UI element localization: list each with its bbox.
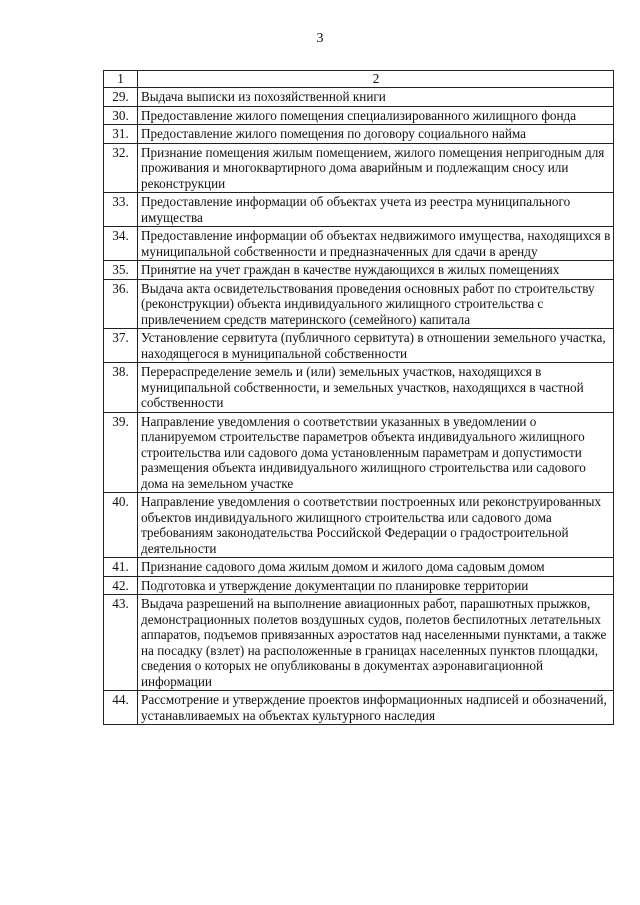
table-row: [104, 125, 614, 144]
table-row: [104, 493, 614, 558]
row-number: 29.: [104, 88, 138, 107]
service-name: Установление сервитута (публичного сервитута) в отношении земельного участка, находящегося в муниципальной собственности: [138, 329, 614, 363]
table-row: [104, 193, 614, 227]
service-name: Направление уведомления о соответствии построенных или реконструированных объектов индивидуального жилищного строительства или садового дома требованиям законодательства Российской Федерации о градостроительной деятельности: [138, 493, 614, 558]
service-name: Предоставление информации об объектах учета из реестра муниципального имущества: [138, 193, 614, 227]
service-name: Признание помещения жилым помещением, жилого помещения непригодным для проживания и многоквартирного дома аварийным и подлежащим сносу или реконструкции: [138, 143, 614, 193]
service-name: Направление уведомления о соответствии указанных в уведомлении о планируемом строительстве параметров объекта индивидуального жилищного строительства или садового дома установленным параметрам и допустимости размещения объекта индивидуального жилищного строительства или садового дома на земельном участке: [138, 412, 614, 493]
service-name: Предоставление жилого помещения по договору социального найма: [138, 125, 614, 144]
service-name: Рассмотрение и утверждение проектов информационных надписей и обозначений, устанавливаемых на объектах культурного наследия: [138, 691, 614, 725]
row-number: 31.: [104, 125, 138, 144]
service-name: Выдача разрешений на выполнение авиационных работ, парашютных прыжков, демонстрационных полетов воздушных судов, полетов беспилотных летательных аппаратов, подъемов привязанных аэростатов над населенными пунктами, а также на посадку (взлет) на расположенные в границах населенных пунктов площадки, сведения о которых не опубликованы в документах аэронавигационной информации: [138, 595, 614, 691]
table-row: [104, 227, 614, 261]
row-number: 42.: [104, 576, 138, 595]
row-number: 37.: [104, 329, 138, 363]
table-row: [104, 595, 614, 691]
row-number: 34.: [104, 227, 138, 261]
service-name: Предоставление жилого помещения специализированного жилищного фонда: [138, 106, 614, 125]
row-number: 30.: [104, 106, 138, 125]
table-row: [104, 691, 614, 725]
row-number: 43.: [104, 595, 138, 691]
row-number: 39.: [104, 412, 138, 493]
table-row: [104, 279, 614, 329]
row-number: 36.: [104, 279, 138, 329]
row-number: 41.: [104, 558, 138, 577]
row-number: 40.: [104, 493, 138, 558]
row-number: 35.: [104, 261, 138, 280]
services-table-body: [104, 71, 614, 725]
row-number: 32.: [104, 143, 138, 193]
service-name: Предоставление информации об объектах недвижимого имущества, находящихся в муниципальной собственности и предназначенных для сдачи в аренду: [138, 227, 614, 261]
table-row: [104, 88, 614, 107]
row-number: 38.: [104, 363, 138, 413]
service-name: Подготовка и утверждение документации по планировке территории: [138, 576, 614, 595]
services-table: [103, 70, 614, 725]
table-row: [104, 558, 614, 577]
row-number: 33.: [104, 193, 138, 227]
column-header-number: 1: [104, 71, 138, 88]
page-number: 3: [316, 31, 324, 46]
service-name: Принятие на учет граждан в качестве нуждающихся в жилых помещениях: [138, 261, 614, 280]
table-row: [104, 261, 614, 280]
table-row: [104, 106, 614, 125]
service-name: Выдача акта освидетельствования проведения основных работ по строительству (реконструкции) объекта индивидуального жилищного строительства с привлечением средств материнского (семейного) капитала: [138, 279, 614, 329]
table-row: [104, 363, 614, 413]
service-name: Признание садового дома жилым домом и жилого дома садовым домом: [138, 558, 614, 577]
column-header-name: 2: [138, 71, 614, 88]
table-row: [104, 412, 614, 493]
table-row: [104, 143, 614, 193]
table-row: [104, 576, 614, 595]
service-name: Перераспределение земель и (или) земельных участков, находящихся в муниципальной собственности, и земельных участков, находящихся в частной собственности: [138, 363, 614, 413]
row-number: 44.: [104, 691, 138, 725]
table-row: [104, 329, 614, 363]
service-name: Выдача выписки из похозяйственной книги: [138, 88, 614, 107]
table-header-row: [104, 71, 614, 88]
